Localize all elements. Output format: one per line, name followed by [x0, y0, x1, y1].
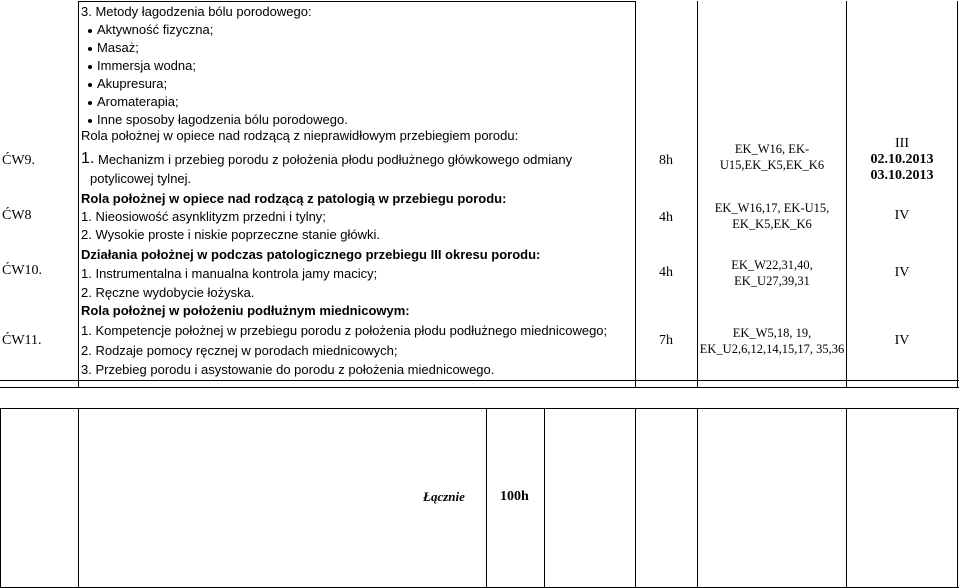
method-item: Inne sposoby łagodzenia bólu porodowego.: [97, 112, 348, 127]
total-label: Łącznie: [423, 489, 465, 504]
hours: 4h: [659, 210, 673, 225]
method-item: Masaż;: [97, 40, 139, 55]
grid-line: [0, 408, 959, 409]
term: III: [895, 136, 909, 151]
exercise-title: Rola położnej w położeniu podłużnym miednicowym:: [81, 303, 410, 318]
grid-line: [697, 408, 698, 588]
learning-effects: EK_W16, EK-: [734, 142, 810, 156]
method-item: Immersja wodna;: [97, 58, 196, 73]
term: IV: [894, 333, 910, 348]
term: IV: [894, 265, 910, 280]
grid-line: [846, 408, 847, 588]
grid-line: [635, 1, 636, 388]
exercise-id: ĆW8: [2, 208, 32, 223]
grid-line: [0, 408, 1, 588]
grid-line: [78, 408, 79, 588]
exercise-id: ĆW9.: [2, 153, 36, 168]
grid-line: [78, 1, 635, 2]
total-value: 100h: [500, 489, 529, 504]
exercise-item: 2. Rodzaje pomocy ręcznej w porodach miednicowych;: [81, 343, 398, 358]
learning-effects: EK_W16,17, EK-U15,: [714, 201, 830, 215]
exercise-item: Mechanizm i przebieg porodu z położenia płodu podłużnego główkowego odmiany: [98, 152, 573, 167]
method-item: Akupresura;: [97, 76, 168, 91]
date: 03.10.2013: [870, 168, 934, 183]
learning-effects: EK_U2,6,12,14,15,17, 35,36: [699, 342, 845, 356]
learning-effects: U15,EK_K5,EK_K6: [719, 158, 825, 172]
methods-heading: 3. Metody łagodzenia bólu porodowego:: [81, 4, 312, 19]
exercise-title: Działania położnej w podczas patologicznego przebiegu III okresu porodu:: [81, 247, 541, 262]
grid-line: [846, 1, 847, 388]
exercise-item: 2. Wysokie proste i niskie poprzeczne stanie główki.: [81, 227, 381, 242]
exercise-title: Rola położnej w opiece nad rodzącą z nieprawidłowym przebiegiem porodu:: [81, 128, 519, 143]
learning-effects: EK_K5,EK_K6: [732, 217, 812, 231]
learning-effects: EK_W22,31,40,: [731, 258, 813, 272]
learning-effects: EK_U27,39,31: [734, 274, 810, 288]
exercise-id: ĆW10.: [2, 263, 43, 278]
grid-line: [544, 408, 545, 588]
exercise-item: 2. Ręczne wydobycie łożyska.: [81, 285, 255, 300]
grid-line: [957, 408, 958, 588]
exercise-id: ĆW11.: [2, 333, 42, 348]
grid-line: [635, 408, 636, 588]
hours: 8h: [659, 153, 673, 168]
bullet-icon: [88, 29, 92, 33]
grid-line: [0, 380, 959, 381]
grid-line: [0, 387, 959, 388]
bullet-icon: [88, 47, 92, 51]
bullet-icon: [88, 65, 92, 69]
method-item: Aktywność fizyczna;: [97, 22, 214, 37]
method-item: Aromaterapia;: [97, 94, 179, 109]
grid-line: [486, 408, 487, 588]
learning-effects: EK_W5,18, 19,: [732, 326, 812, 340]
exercise-item: potylicowej tylnej.: [90, 171, 192, 186]
exercise-item: 1. Nieosiowość asynklityzm przedni i tylny;: [81, 209, 326, 224]
item-number: 1.: [81, 150, 95, 167]
term: IV: [894, 208, 910, 223]
grid-line: [78, 1, 79, 388]
bullet-icon: [88, 119, 92, 123]
exercise-item: 1. Instrumentalna i manualna kontrola jamy macicy;: [81, 266, 378, 281]
bullet-icon: [88, 101, 92, 105]
exercise-item: 3. Przebieg porodu i asystowanie do porodu z położenia miednicowego.: [81, 362, 495, 377]
date: 02.10.2013: [870, 152, 934, 167]
exercise-item: 1. Kompetencje położnej w przebiegu porodu z położenia płodu podłużnego miednicowego;: [81, 323, 608, 338]
bullet-icon: [88, 83, 92, 87]
hours: 7h: [659, 333, 673, 348]
hours: 4h: [659, 265, 673, 280]
exercise-title: Rola położnej w opiece nad rodzącą z patologią w przebiegu porodu:: [81, 191, 507, 206]
grid-line: [957, 1, 958, 388]
